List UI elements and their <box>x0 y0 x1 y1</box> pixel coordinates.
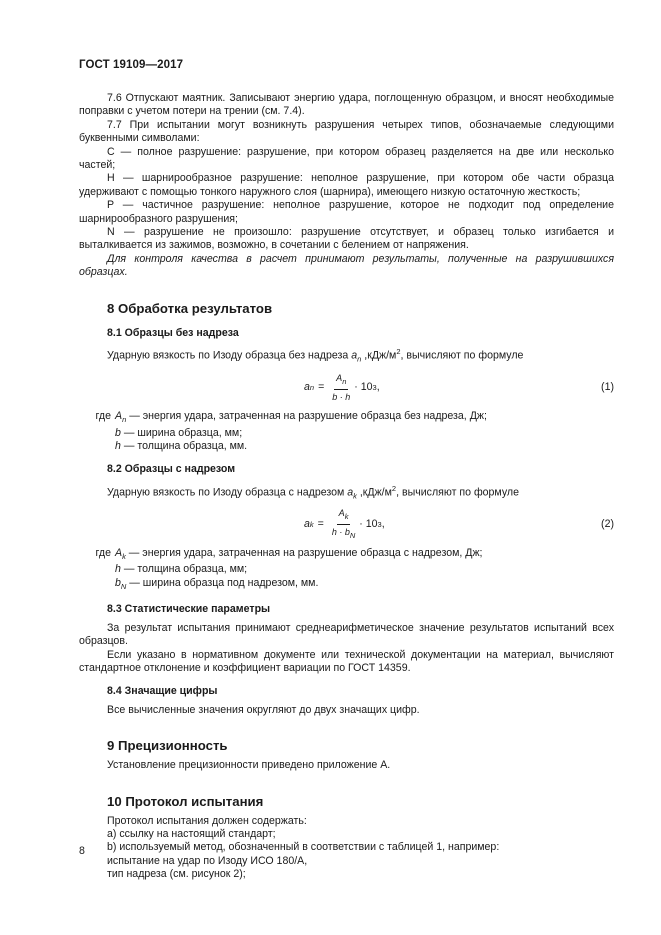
subsection-8-1-heading: 8.1 Образцы без надреза <box>107 326 239 339</box>
section-10-line: тип надреза (см. рисунок 2); <box>107 868 246 881</box>
section-10-line: Протокол испытания должен содержать: <box>107 814 307 827</box>
formula-1: a n = $\frac{A_n}{b \cdot h}$ · 10 3 , (1) <box>79 372 614 404</box>
formula-1-fraction: $\frac{A_n}{b \cdot h}$ <box>332 372 351 403</box>
subsection-8-4-paragraph: Все вычисленные значения округляют до двух значащих цифр. <box>107 703 420 716</box>
section-9-heading: 9 Прецизионность <box>107 738 228 754</box>
subsection-8-3-paragraph-2: Если указано в нормативном документе или технической документации на материал, вычисляют стандартное отклонение и коэффициент вариации по ГОСТ 14359. <box>79 648 614 674</box>
subsection-8-3-heading: 8.3 Статистические параметры <box>107 603 271 616</box>
fracture-type-h: H — шарнирообразное разрушение: неполное разрушение, при котором обе части образца удерживают с помощью тонкого наружного слоя (шарнира), имеющего низкую остаточную жесткость; <box>79 172 614 198</box>
subsection-8-4-heading: 8.4 Значащие цифры <box>107 685 218 698</box>
formula-2-legend: где $A_k$ — энергия удара, затраченная на разрушение образца с надрезом, Дж; h — толщина образца, мм; $b_N$ — ширина образца под надрезом, мм. <box>95 546 483 591</box>
subsection-8-2-heading: 8.2 Образцы с надрезом <box>107 463 236 476</box>
page-number: 8 <box>79 845 85 857</box>
paragraph-7-7: 7.7 При испытании могут возникнуть разрушения четырех типов, обозначаемые следующими буквенными символами: <box>79 118 614 145</box>
fracture-type-p: P — частичное разрушение: неполное разрушение, которое не подходит под определение шарнирообразного разрушения; <box>79 199 614 225</box>
subsection-8-1-intro: Ударную вязкость по Изоду образца без надреза $a_n$ $,кДж/м^2$, вычисляют по формуле <box>107 347 524 364</box>
section-10-line: b) используемый метод, обозначенный в соответствии с таблицей 1, например: <box>107 841 500 854</box>
section-8-heading: 8 Обработка результатов <box>107 300 273 316</box>
formula-2-number: (2) <box>601 517 614 530</box>
formula-2: a k = $\frac{A_k}{h \cdot b_N}$ · 10 3 , (2) <box>79 509 614 541</box>
quality-control-note: Для контроля качества в расчет принимают результаты, полученные на разрушившихся образцах. <box>79 252 614 279</box>
section-10-line: a) ссылку на настоящий стандарт; <box>107 828 276 841</box>
fracture-type-c: C — полное разрушение: разрушение, при котором образец разделяется на две или несколько частей; <box>79 145 614 172</box>
fracture-type-n: N — разрушение не произошло: разрушение отсутствует, и образец только изгибается и выталкивается из зажимов, возможно, в сочетании с белением от напряжения. <box>79 226 614 252</box>
formula-1-number: (1) <box>601 381 614 394</box>
document-code: ГОСТ 19109—2017 <box>79 59 184 71</box>
section-10-line: испытание на удар по Изоду ИСО 180/А, <box>107 854 308 867</box>
section-10-heading: 10 Протокол испытания <box>107 793 264 809</box>
subsection-8-2-intro: Ударную вязкость по Изоду образца с надрезом $a_k$ $,кДж/м^2$, вычисляют по формуле <box>107 483 519 501</box>
page-body <box>79 92 614 882</box>
section-9-paragraph: Установление прецизионности приведено приложение А. <box>107 759 391 772</box>
subsection-8-3-paragraph-1: За результат испытания принимают среднеарифметическое значение результатов испытаний всех образцов. <box>79 621 614 648</box>
formula-2-fraction: $\frac{A_k}{h \cdot b_N}$ <box>331 508 356 541</box>
formula-1-legend: где $A_n$ — энергия удара, затраченная на разрушение образца без надреза, Дж; b — ширина образца, мм; h — толщина образца, мм. <box>95 410 487 453</box>
paragraph-7-6: 7.6 Отпускают маятник. Записывают энергию удара, поглощенную образцом, и вносят необходимые поправки с учетом потери на трении (см. 7.4). <box>79 92 614 118</box>
